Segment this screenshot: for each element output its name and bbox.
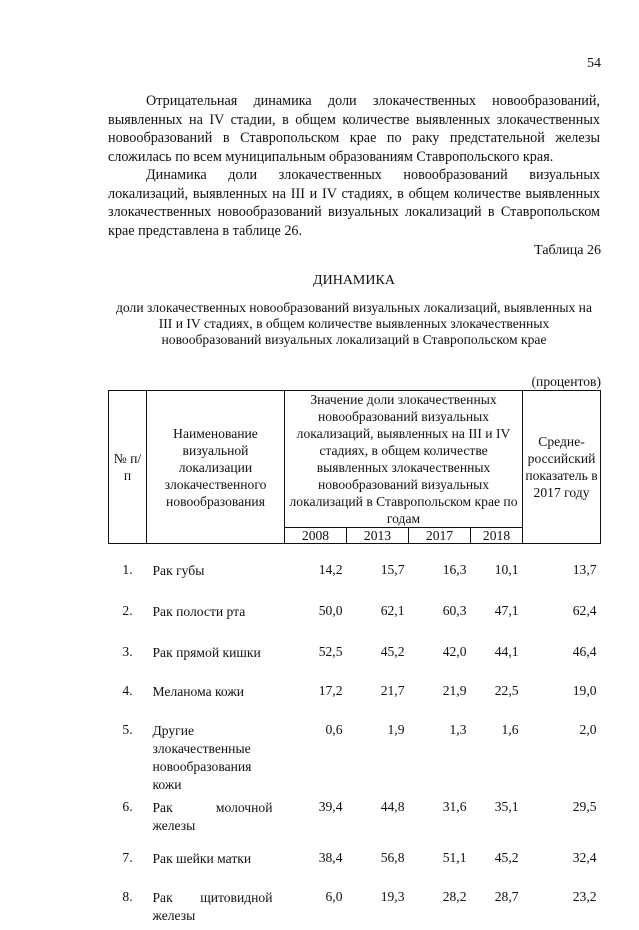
- row-value: 28,2: [409, 885, 471, 930]
- data-table: [108, 390, 601, 930]
- row-value: 39,4: [285, 795, 347, 846]
- row-name: Рак губы: [147, 544, 285, 600]
- row-number: 7.: [109, 846, 147, 885]
- row-value: 2,0: [523, 718, 601, 795]
- table-row: [109, 599, 601, 640]
- row-value: 15,7: [347, 544, 409, 600]
- row-value: 35,1: [471, 795, 523, 846]
- table-row: [109, 795, 601, 846]
- row-value: 42,0: [409, 640, 471, 679]
- row-value: 6,0: [285, 885, 347, 930]
- row-value: 62,1: [347, 599, 409, 640]
- row-value: 13,7: [523, 544, 601, 600]
- page-number: 54: [587, 56, 601, 72]
- header-year-2017: 2017: [409, 528, 471, 544]
- header-russia: Средне-российский показатель в 2017 году: [523, 391, 601, 544]
- table-subtitle: доли злокачественных новообразований визуальных локализаций, выявленных на III и IV стадиях, в общем количестве выявленных злокачественных новообразований визуальных локализаций в Ставропольском крае: [108, 300, 600, 348]
- row-name: Меланома кожи: [147, 679, 285, 718]
- paragraph-1: Отрицательная динамика доли злокачественных новообразований, выявленных на IV стадии, в общем количестве выявленных злокачественных новообразований в Ставропольском крае по раку предстательной железы сложилась по всем муниципальным образованиям Ставропольского края.: [108, 92, 600, 166]
- row-value: 23,2: [523, 885, 601, 930]
- header-year-2008: 2008: [285, 528, 347, 544]
- row-value: 14,2: [285, 544, 347, 600]
- row-value: 38,4: [285, 846, 347, 885]
- row-value: 31,6: [409, 795, 471, 846]
- table-label: Таблица 26: [534, 243, 601, 259]
- table-row: [109, 846, 601, 885]
- header-year-2013: 2013: [347, 528, 409, 544]
- paragraph-2: Динамика доли злокачественных новообразований визуальных локализаций, выявленных на III и IV стадиях, в общем количестве выявленных злокачественных новообразований визуальных локализаций в Ставропольском крае представлена в таблице 26.: [108, 166, 600, 240]
- row-value: 56,8: [347, 846, 409, 885]
- row-value: 28,7: [471, 885, 523, 930]
- row-value: 29,5: [523, 795, 601, 846]
- row-value: 52,5: [285, 640, 347, 679]
- row-value: 21,7: [347, 679, 409, 718]
- row-value: 1,9: [347, 718, 409, 795]
- table-row: [109, 544, 601, 600]
- row-value: 32,4: [523, 846, 601, 885]
- row-value: 45,2: [347, 640, 409, 679]
- row-name: Рак прямой кишки: [147, 640, 285, 679]
- row-value: 17,2: [285, 679, 347, 718]
- row-value: 60,3: [409, 599, 471, 640]
- row-name: Рак молочной железы: [147, 795, 285, 846]
- row-name: Другие злокачественные новообразования кожи: [147, 718, 285, 795]
- row-value: 1,6: [471, 718, 523, 795]
- table-units: (процентов): [532, 374, 601, 390]
- table-row: [109, 885, 601, 930]
- row-value: 19,0: [523, 679, 601, 718]
- row-name: Рак щитовидной железы: [147, 885, 285, 930]
- row-value: 45,2: [471, 846, 523, 885]
- table-row: [109, 679, 601, 718]
- table-body: [109, 544, 601, 930]
- header-num: № п/п: [109, 391, 147, 544]
- row-number: 6.: [109, 795, 147, 846]
- row-number: 1.: [109, 544, 147, 600]
- row-value: 22,5: [471, 679, 523, 718]
- row-value: 10,1: [471, 544, 523, 600]
- table-row: [109, 640, 601, 679]
- row-value: 46,4: [523, 640, 601, 679]
- header-year-2018: 2018: [471, 528, 523, 544]
- row-value: 21,9: [409, 679, 471, 718]
- row-value: 50,0: [285, 599, 347, 640]
- row-value: 47,1: [471, 599, 523, 640]
- row-number: 5.: [109, 718, 147, 795]
- row-number: 4.: [109, 679, 147, 718]
- row-name: Рак полости рта: [147, 599, 285, 640]
- row-value: 44,8: [347, 795, 409, 846]
- row-value: 44,1: [471, 640, 523, 679]
- row-value: 16,3: [409, 544, 471, 600]
- header-value: Значение доли злокачественных новообразований визуальных локализаций, выявленных на III и IV стадиях, в общем количестве выявленных злокачественных новообразований визуальных локализаций в Ставропольском крае по годам: [285, 391, 523, 528]
- row-number: 3.: [109, 640, 147, 679]
- row-value: 0,6: [285, 718, 347, 795]
- header-name: Наименование визуальной локализации злокачественного новообразования: [147, 391, 285, 544]
- row-value: 62,4: [523, 599, 601, 640]
- row-number: 2.: [109, 599, 147, 640]
- table-title: ДИНАМИКА: [108, 273, 600, 289]
- row-value: 19,3: [347, 885, 409, 930]
- row-number: 8.: [109, 885, 147, 930]
- row-name: Рак шейки матки: [147, 846, 285, 885]
- row-value: 51,1: [409, 846, 471, 885]
- row-value: 1,3: [409, 718, 471, 795]
- table-row: [109, 718, 601, 795]
